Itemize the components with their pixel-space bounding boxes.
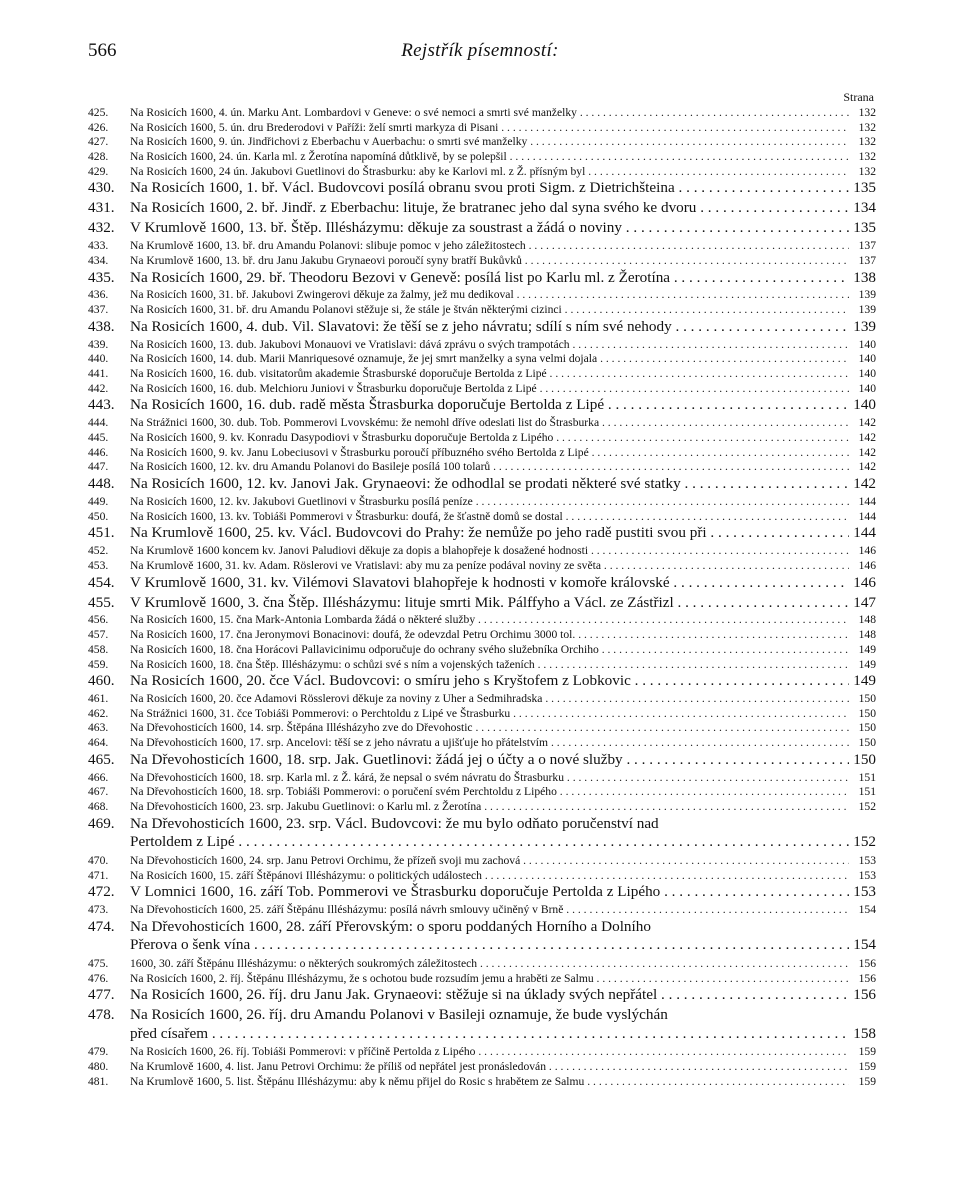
entry-number: 437. bbox=[88, 303, 109, 317]
entry-text: Na Krumlově 1600, 25. kv. Václ. Budovcovi do Prahy: že nemůže po jeho radě pustiti svou při . . . bbox=[130, 524, 849, 542]
register-entry bbox=[88, 239, 876, 253]
entry-number: 442. bbox=[88, 381, 109, 395]
entry-text: Na Rosicích 1600, 17. čna Jeronymovi Bonacinovi: doufá, že odevzdal Petru Orchimu 3000 tol. . . . bbox=[130, 628, 849, 642]
entry-page: 156 bbox=[853, 986, 876, 1004]
entry-number: 426. bbox=[88, 120, 109, 134]
register-entry bbox=[88, 957, 876, 971]
entry-page: 140 bbox=[858, 367, 876, 381]
entry-text: Na Rosicích 1600, 4. dub. Vil. Slavatovi: že těší se z jeho návratu; sdílí s ním své nehody . . . bbox=[130, 318, 849, 336]
entry-number: 456. bbox=[88, 613, 109, 627]
register-entry bbox=[88, 1060, 876, 1074]
register-entry bbox=[88, 219, 876, 237]
register-entry bbox=[88, 367, 876, 381]
entry-text: Na Rosicích 1600, 26. říj. Tobiáši Pommerovi: v příčině Pertolda z Lipého . . . bbox=[130, 1045, 849, 1059]
entry-text: Na Krumlově 1600, 5. list. Štěpánu Illésházymu: aby k němu přijel do Rosic s hrabětem ze Salmu . . . bbox=[130, 1075, 849, 1089]
entry-page: 142 bbox=[858, 416, 876, 430]
entry-page: 142 bbox=[858, 431, 876, 445]
entry-number: 479. bbox=[88, 1045, 109, 1059]
register-entry bbox=[88, 736, 876, 750]
entry-text: V Lomnici 1600, 16. září Tob. Pommerovi ve Štrasburku doporučuje Pertolda z Lipého . . . bbox=[130, 883, 849, 901]
entry-text: Na Krumlově 1600, 31. kv. Adam. Röslerovi ve Vratislavi: aby mu za peníze podával noviny ze světa . . . bbox=[130, 559, 849, 573]
entry-page: 138 bbox=[853, 268, 876, 286]
entry-page: 150 bbox=[858, 721, 876, 735]
entry-number: 428. bbox=[88, 150, 109, 164]
entry-text: Na Rosicích 1600, 12. kv. Jakubovi Guetlinovi v Štrasburku posílá peníze . . . bbox=[130, 495, 849, 509]
register-entry bbox=[88, 1075, 876, 1089]
register-entry bbox=[88, 903, 876, 917]
register-entry bbox=[88, 495, 876, 509]
register-entry bbox=[88, 382, 876, 396]
entry-page: 132 bbox=[858, 150, 876, 164]
register-entry bbox=[88, 106, 876, 120]
register-entry bbox=[88, 613, 876, 627]
entry-page: 137 bbox=[858, 253, 876, 267]
entry-text-continued: před císařem . . . bbox=[130, 1025, 849, 1044]
register-entry bbox=[88, 721, 876, 735]
entry-number: 427. bbox=[88, 135, 109, 149]
entry-page: 144 bbox=[858, 494, 876, 508]
entry-text: Na Dřevohosticích 1600, 25. září Štěpánu Illésházymu: posílá návrh smlouvy učiněný v Brně . . . bbox=[130, 903, 849, 917]
entry-text: Na Rosicích 1600, 13. kv. Tobiáši Pommerovi v Štrasburku: doufá, že šťastně domů se dostal . . . bbox=[130, 510, 849, 524]
entry-number: 447. bbox=[88, 460, 109, 474]
entry-number: 444. bbox=[88, 416, 109, 430]
entry-number: 433. bbox=[88, 239, 109, 253]
entry-page: 139 bbox=[858, 303, 876, 317]
register-entry bbox=[88, 269, 876, 287]
register-entry bbox=[88, 643, 876, 657]
entry-number: 438. bbox=[88, 317, 115, 335]
entry-page: 142 bbox=[858, 460, 876, 474]
entry-text: Na Krumlově 1600, 13. bř. dru Amandu Polanovi: slibuje pomoc v jeho záležitostech . . . bbox=[130, 239, 849, 253]
entry-page: 146 bbox=[853, 573, 876, 591]
register-entry bbox=[88, 972, 876, 986]
entry-text: Na Rosicích 1600, 9. ún. Jindřichovi z Eberbachu v Auerbachu: o smrti své manželky . . . bbox=[130, 135, 849, 149]
entry-page: 139 bbox=[858, 288, 876, 302]
entry-text: Na Dřevohosticích 1600, 17. srp. Ancelovi: těší se z jeho návratu a ujišťuje ho přátelstvím . . . bbox=[130, 736, 849, 750]
register-entry bbox=[88, 510, 876, 524]
register-entry bbox=[88, 658, 876, 672]
entry-text: Na Rosicích 1600, 15. čna Mark-Antonia Lombarda žádá o některé služby . . . bbox=[130, 613, 849, 627]
entry-number: 429. bbox=[88, 164, 109, 178]
entry-page: 153 bbox=[858, 868, 876, 882]
register-entry bbox=[88, 121, 876, 135]
entry-page: 132 bbox=[858, 120, 876, 134]
register-entry bbox=[88, 199, 876, 217]
register-entry bbox=[88, 986, 876, 1004]
register-entry bbox=[88, 1006, 876, 1043]
entry-text: Na Strážnici 1600, 31. čce Tobiáši Pommerovi: o Perchtoldu z Lipé ve Štrasburku . . . bbox=[130, 707, 849, 721]
register-entry bbox=[88, 288, 876, 302]
entry-number: 457. bbox=[88, 628, 109, 642]
entry-page: 149 bbox=[853, 672, 876, 690]
entry-number: 443. bbox=[88, 396, 115, 414]
entry-number: 461. bbox=[88, 692, 109, 706]
entry-number: 474. bbox=[88, 917, 115, 935]
page-number: 566 bbox=[88, 40, 117, 61]
register-entry bbox=[88, 338, 876, 352]
entry-text: Na Dřevohosticích 1600, 18. srp. Karla ml. z Ž. kárá, že nepsal o svém návratu do Štrasburku . . . bbox=[130, 771, 849, 785]
entry-page: 146 bbox=[858, 558, 876, 572]
entry-number: 449. bbox=[88, 494, 109, 508]
entry-text: Na Dřevohosticích 1600, 23. srp. Václ. Budovcovi: že mu bylo odňato poručenství nad bbox=[130, 814, 659, 832]
entry-number: 453. bbox=[88, 558, 109, 572]
entry-page: 142 bbox=[858, 445, 876, 459]
entry-number: 458. bbox=[88, 642, 109, 656]
entry-text: Na Rosicích 1600, 14. dub. Marii Manriquesové oznamuje, že jej smrt manželky a syna velmi dojala . . . bbox=[130, 352, 849, 366]
entry-number: 455. bbox=[88, 593, 115, 611]
register-entry bbox=[88, 751, 876, 769]
entry-text: Na Rosicích 1600, 24. ún. Karla ml. z Žerotína napomíná důtklivě, by se polepšil . . . bbox=[130, 150, 849, 164]
entry-number: 470. bbox=[88, 853, 109, 867]
entry-page: 150 bbox=[853, 750, 876, 768]
register-entry bbox=[88, 396, 876, 414]
entry-page: 140 bbox=[853, 396, 876, 414]
entry-page: 144 bbox=[853, 524, 876, 542]
entry-page: 159 bbox=[858, 1059, 876, 1073]
register-entry bbox=[88, 559, 876, 573]
register-entry bbox=[88, 883, 876, 901]
entry-text: Na Rosicích 1600, 2. říj. Štěpánu Illésházymu, že s ochotou bude rozsudím jemu a hraběti ze Salmu . . . bbox=[130, 972, 849, 986]
entry-text: Na Rosicích 1600, 26. říj. dru Janu Jak. Grynaeovi: stěžuje si na úklady svých nepřátel . . . bbox=[130, 986, 849, 1004]
entry-text: V Krumlově 1600, 3. čna Štěp. Illésházymu: lituje smrti Mik. Pálffyho a Václ. ze Zástřizl . . . bbox=[130, 594, 849, 612]
entry-text: Na Rosicích 1600, 12. kv. Janovi Jak. Grynaeovi: že odhodlal se prodati některé své statky . . . bbox=[130, 475, 849, 493]
entry-number: 459. bbox=[88, 657, 109, 671]
entry-text: Na Rosicích 1600, 12. kv. dru Amandu Polanovi do Basileje posílá 100 tolarů . . . bbox=[130, 460, 849, 474]
entry-text: Na Rosicích 1600, 31. bř. dru Amandu Polanovi stěžuje si, že stále je štván některými cizinci . . . bbox=[130, 303, 849, 317]
entry-page: 159 bbox=[858, 1074, 876, 1088]
register-entry bbox=[88, 446, 876, 460]
entry-number: 436. bbox=[88, 288, 109, 302]
entry-number: 448. bbox=[88, 475, 115, 493]
entry-page: 135 bbox=[853, 219, 876, 237]
register-entry bbox=[88, 135, 876, 149]
entry-number: 445. bbox=[88, 431, 109, 445]
entry-text: Na Rosicích 1600, 29. bř. Theodoru Bezovi v Genevě: posílá list po Karlu ml. z Žerotína . . . bbox=[130, 269, 849, 287]
register-entry bbox=[88, 628, 876, 642]
entry-text: Na Strážnici 1600, 30. dub. Tob. Pommerovi Lvovskému: že nemohl dříve odeslati list do Štrasburka . . . bbox=[130, 416, 849, 430]
entry-page: 154 bbox=[858, 903, 876, 917]
entry-number: 439. bbox=[88, 337, 109, 351]
entry-text: Na Rosicích 1600, 16. dub. visitatorům akademie Štrasburské doporučuje Bertolda z Lipé . . . bbox=[130, 367, 849, 381]
entry-text: Na Krumlově 1600 koncem kv. Janovi Paludiovi děkuje za dopis a blahopřeje k dosažené hodnosti . . . bbox=[130, 544, 849, 558]
register-entry bbox=[88, 475, 876, 493]
entry-page: 144 bbox=[858, 509, 876, 523]
entry-page: 146 bbox=[858, 544, 876, 558]
register-entry bbox=[88, 918, 876, 955]
entry-number: 473. bbox=[88, 903, 109, 917]
entry-page: 156 bbox=[858, 971, 876, 985]
entry-text: Na Dřevohosticích 1600, 28. září Přerovským: o sporu poddaných Horního a Dolního bbox=[130, 917, 651, 935]
register-entry bbox=[88, 318, 876, 336]
entry-number: 434. bbox=[88, 253, 109, 267]
entry-text: Na Rosicích 1600, 31. bř. Jakubovi Zwingerovi děkuje za žalmy, jež mu dedikoval . . . bbox=[130, 288, 849, 302]
entry-text: Na Rosicích 1600, 20. čce Adamovi Rösslerovi děkuje za noviny z Uher a Sedmihradska . . . bbox=[130, 692, 849, 706]
entry-page: 132 bbox=[858, 164, 876, 178]
entry-number: 463. bbox=[88, 721, 109, 735]
entry-page: 152 bbox=[853, 833, 876, 851]
entry-number: 467. bbox=[88, 785, 109, 799]
entry-text: Na Rosicích 1600, 5. ún. dru Brederodovi v Paříži: želí smrti markyza di Pisani . . . bbox=[130, 121, 849, 135]
entry-text-continued: Přerova o šenk vína . . . bbox=[130, 936, 849, 955]
register-entry bbox=[88, 815, 876, 852]
register-entry bbox=[88, 771, 876, 785]
entry-page: 135 bbox=[853, 179, 876, 197]
entry-text: Na Rosicích 1600, 1. bř. Václ. Budovcovi posílá obranu svou proti Sigm. z Dietrichšteina . . . bbox=[130, 179, 849, 197]
register-entry bbox=[88, 594, 876, 612]
entry-number: 460. bbox=[88, 672, 115, 690]
entry-page: 148 bbox=[858, 628, 876, 642]
entry-text: Na Rosicích 1600, 24 ún. Jakubovi Guetlinovi do Štrasburku: aby ke Karlovi ml. z Ž. přísným byl . . . bbox=[130, 165, 849, 179]
entry-text: 1600, 30. září Štěpánu Illésházymu: o některých soukromých záležitostech . . . bbox=[130, 957, 849, 971]
entry-text: Na Rosicích 1600, 18. čna Horácovi Pallavicinimu odporučuje do ochrany svého služebníka Orchiho . . . bbox=[130, 643, 849, 657]
entry-number: 472. bbox=[88, 883, 115, 901]
entry-number: 446. bbox=[88, 445, 109, 459]
entry-page: 148 bbox=[858, 613, 876, 627]
entry-text: V Krumlově 1600, 31. kv. Vilémovi Slavatovi blahopřeje k hodnosti v komoře královské . . . bbox=[130, 574, 849, 592]
entry-number: 435. bbox=[88, 268, 115, 286]
register-entry bbox=[88, 692, 876, 706]
entry-number: 454. bbox=[88, 573, 115, 591]
entry-number: 471. bbox=[88, 868, 109, 882]
page-column-label: Strana bbox=[843, 90, 874, 104]
register-entry bbox=[88, 785, 876, 799]
register-entry bbox=[88, 303, 876, 317]
register-entry bbox=[88, 524, 876, 542]
entry-number: 466. bbox=[88, 770, 109, 784]
entry-number: 430. bbox=[88, 179, 115, 197]
entry-page: 152 bbox=[858, 800, 876, 814]
register-entry bbox=[88, 150, 876, 164]
register-entry bbox=[88, 854, 876, 868]
entry-text: Na Rosicích 1600, 26. říj. dru Amandu Polanovi v Basileji oznamuje, že bude vyslýchán bbox=[130, 1006, 668, 1024]
entry-text-continued: Pertoldem z Lipé . . . bbox=[130, 833, 849, 852]
entry-text: Na Rosicích 1600, 13. dub. Jakubovi Monauovi ve Vratislavi: dává zprávu o svých trampotách . . . bbox=[130, 338, 849, 352]
entry-text: Na Rosicích 1600, 20. čce Václ. Budovcovi: o smíru jeho s Kryštofem z Lobkovic . . . bbox=[130, 672, 849, 690]
register-entry bbox=[88, 460, 876, 474]
entry-number: 452. bbox=[88, 544, 109, 558]
entry-number: 480. bbox=[88, 1059, 109, 1073]
entry-page: 149 bbox=[858, 657, 876, 671]
entry-number: 432. bbox=[88, 219, 115, 237]
entry-page: 134 bbox=[853, 199, 876, 217]
register-entry bbox=[88, 544, 876, 558]
entry-page: 150 bbox=[858, 706, 876, 720]
entry-text: Na Rosicích 1600, 2. bř. Jindř. z Eberbachu: lituje, že bratranec jeho dal syna svého ke dvoru . . . bbox=[130, 199, 849, 217]
register-entry bbox=[88, 165, 876, 179]
entry-page: 142 bbox=[853, 475, 876, 493]
entry-page: 139 bbox=[853, 317, 876, 335]
register-entry bbox=[88, 869, 876, 883]
entry-number: 477. bbox=[88, 986, 115, 1004]
entry-text: Na Dřevohosticích 1600, 23. srp. Jakubu Guetlinovi: o Karlu ml. z Žerotína . . . bbox=[130, 800, 849, 814]
entry-number: 476. bbox=[88, 971, 109, 985]
entry-text: Na Krumlově 1600, 4. list. Janu Petrovi Orchimu: že příliš od nepřátel jest pronásledován . . . bbox=[130, 1060, 849, 1074]
entry-text: Na Dřevohosticích 1600, 18. srp. Jak. Guetlinovi: žádá jej o účty a o nové služby . . . bbox=[130, 751, 849, 769]
entry-page: 140 bbox=[858, 381, 876, 395]
entry-page: 132 bbox=[858, 106, 876, 119]
entry-page: 151 bbox=[858, 785, 876, 799]
entry-text: Na Rosicích 1600, 9. kv. Konradu Dasypodiovi v Štrasburku doporučuje Bertolda z Lipého . . . bbox=[130, 431, 849, 445]
entry-page: 140 bbox=[858, 337, 876, 351]
entry-number: 450. bbox=[88, 509, 109, 523]
entry-page: 159 bbox=[858, 1045, 876, 1059]
entry-text: Na Rosicích 1600, 16. dub. radě města Štrasburka doporučuje Bertolda z Lipé . . . bbox=[130, 396, 849, 414]
entry-number: 468. bbox=[88, 800, 109, 814]
entry-page: 153 bbox=[853, 883, 876, 901]
entry-page: 147 bbox=[853, 593, 876, 611]
entry-number: 475. bbox=[88, 956, 109, 970]
register-entry bbox=[88, 352, 876, 366]
entry-number: 481. bbox=[88, 1074, 109, 1088]
entry-page: 137 bbox=[858, 239, 876, 253]
entry-text: Na Dřevohosticích 1600, 18. srp. Tobiáši Pommerovi: o poručení svém Perchtoldu z Lipého . . . bbox=[130, 785, 849, 799]
entry-page: 158 bbox=[853, 1024, 876, 1042]
entry-text: Na Rosicích 1600, 16. dub. Melchioru Juniovi v Štrasburku doporučuje Bertolda z Lipé . . . bbox=[130, 382, 849, 396]
entry-number: 440. bbox=[88, 352, 109, 366]
page-header bbox=[88, 40, 872, 66]
entry-page: 150 bbox=[858, 736, 876, 750]
running-title: Rejstřík písemností: bbox=[401, 40, 559, 61]
register-entry bbox=[88, 179, 876, 197]
register-entry bbox=[88, 574, 876, 592]
register-entry bbox=[88, 254, 876, 268]
entry-text: Na Krumlově 1600, 13. bř. dru Janu Jakubu Grynaeovi poroučí syny bratří Bukůvků . . . bbox=[130, 254, 849, 268]
entry-number: 431. bbox=[88, 199, 115, 217]
entry-page: 150 bbox=[858, 692, 876, 706]
entry-number: 478. bbox=[88, 1006, 115, 1024]
entry-page: 151 bbox=[858, 770, 876, 784]
entry-text: Na Dřevohosticích 1600, 24. srp. Janu Petrovi Orchimu, že přízeň svoji mu zachová . . . bbox=[130, 854, 849, 868]
entry-number: 464. bbox=[88, 736, 109, 750]
register-entry bbox=[88, 672, 876, 690]
register-entry bbox=[88, 800, 876, 814]
entry-number: 451. bbox=[88, 524, 115, 542]
entry-page: 156 bbox=[858, 956, 876, 970]
entry-text: Na Rosicích 1600, 15. září Štěpánovi Illésházymu: o politických událostech . . . bbox=[130, 869, 849, 883]
entry-page: 132 bbox=[858, 135, 876, 149]
entry-page: 153 bbox=[858, 853, 876, 867]
entry-number: 465. bbox=[88, 750, 115, 768]
entry-text: Na Rosicích 1600, 4. ún. Marku Ant. Lombardovi v Geneve: o své nemoci a smrti své manželky . . . bbox=[130, 106, 849, 120]
entry-page: 149 bbox=[858, 642, 876, 656]
register-entries bbox=[88, 106, 876, 1089]
entry-number: 425. bbox=[88, 106, 109, 119]
register-entry bbox=[88, 416, 876, 430]
entry-number: 462. bbox=[88, 706, 109, 720]
entry-page: 140 bbox=[858, 352, 876, 366]
entry-number: 469. bbox=[88, 814, 115, 832]
register-entry bbox=[88, 1045, 876, 1059]
entry-page: 154 bbox=[853, 936, 876, 954]
entry-text: Na Rosicích 1600, 9. kv. Janu Lobeciusovi v Štrasburku poroučí příbuzného svého Bertolda z Lipé . . . bbox=[130, 446, 849, 460]
entry-text: Na Rosicích 1600, 18. čna Štěp. Illésházymu: o schůzi své s ním a vojenských taženích . . . bbox=[130, 658, 849, 672]
entry-number: 441. bbox=[88, 367, 109, 381]
entry-text: Na Dřevohosticích 1600, 14. srp. Štěpána Illésházyho zve do Dřevohostic . . . bbox=[130, 721, 849, 735]
entry-text: V Krumlově 1600, 13. bř. Štěp. Illésházymu: děkuje za soustrast a žádá o noviny . . . bbox=[130, 219, 849, 237]
register-entry bbox=[88, 707, 876, 721]
register-entry bbox=[88, 431, 876, 445]
